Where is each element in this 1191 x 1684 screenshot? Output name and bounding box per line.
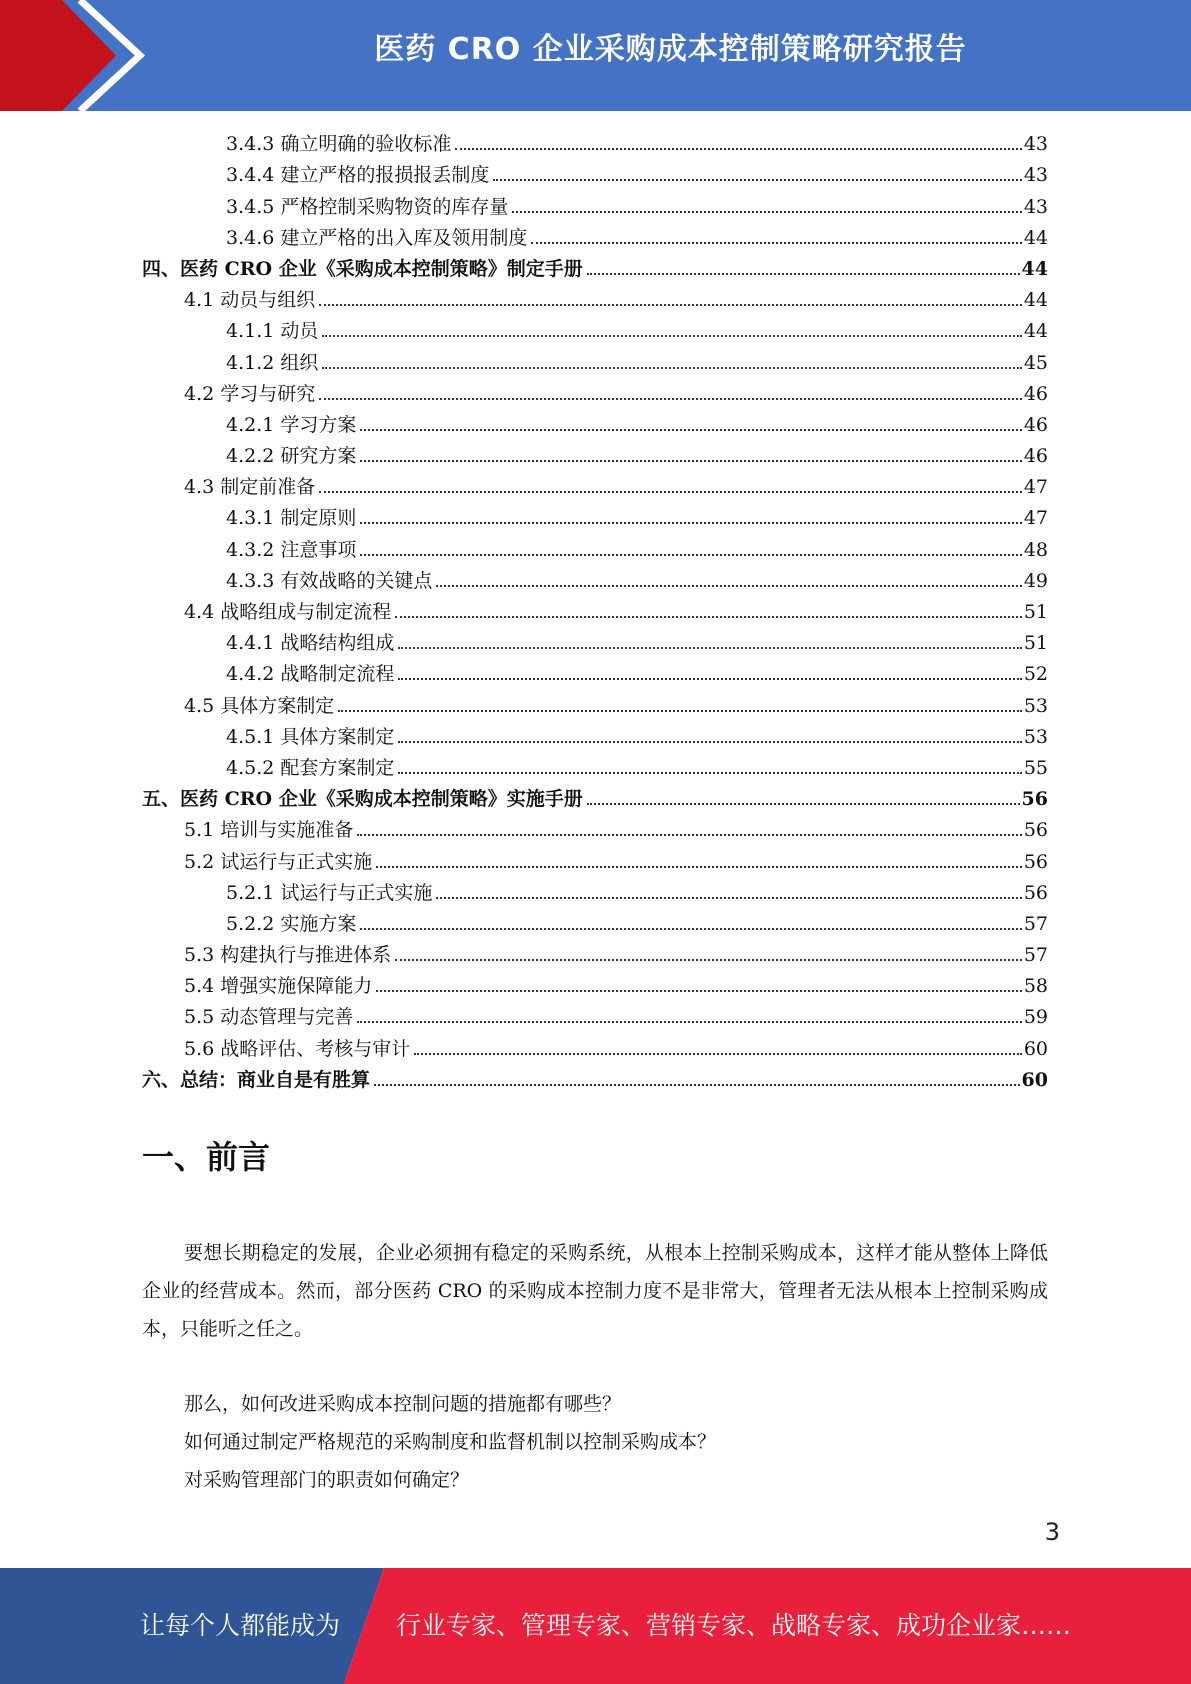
toc-entry[interactable] [142,908,1048,939]
toc-entry-label: 4.4.1 战略结构组成 [226,632,395,655]
toc-entry-page: 56 [1023,819,1048,842]
toc-entry-page: 60 [1023,1037,1048,1060]
toc-entry[interactable] [142,596,1048,627]
toc-dot-leader [322,335,1021,337]
toc-entry-page: 51 [1023,632,1048,655]
toc-dot-leader [322,367,1021,369]
toc-entry-label: 4.1 动员与组织 [184,289,316,312]
toc-entry-label: 5.5 动态管理与完善 [184,1006,354,1029]
question-line: 如何通过制定严格规范的采购制度和监督机制以控制采购成本？ [184,1431,717,1453]
toc-entry[interactable] [142,190,1048,221]
toc-entry-label: 六、总结：商业自是有胜算 [142,1068,371,1091]
toc-entry-page: 46 [1023,382,1048,405]
toc-entry-label: 5.6 战略评估、考核与审计 [184,1037,411,1060]
toc-entry-label: 4.3.2 注意事项 [226,538,357,561]
toc-dot-leader [376,990,1022,992]
toc-dot-leader [338,710,1022,712]
toc-entry-page: 55 [1023,756,1048,779]
header-arrow-decoration [0,0,160,111]
toc-dot-leader [319,304,1022,306]
page-footer [0,1568,1191,1684]
toc-dot-leader [360,554,1021,556]
toc-entry[interactable] [142,658,1048,689]
toc-entry[interactable] [142,970,1048,1001]
toc-entry-page: 60 [1021,1068,1048,1091]
toc-entry[interactable] [142,159,1048,190]
toc-entry-label: 4.2.2 研究方案 [226,445,357,468]
toc-dot-leader [395,616,1022,618]
toc-entry-label: 五、医药 CRO 企业《采购成本控制策略》实施手册 [142,788,583,811]
toc-entry-label: 4.4 战略组成与制定流程 [184,601,392,623]
toc-dot-leader [319,491,1022,493]
toc-entry-label: 4.5.1 具体方案制定 [226,725,395,748]
toc-dot-leader [398,647,1021,649]
toc-entry[interactable] [142,783,1048,814]
toc-entry-page: 45 [1023,351,1048,374]
toc-entry[interactable] [142,502,1048,533]
toc-entry[interactable] [142,1032,1048,1063]
toc-dot-leader [374,1084,1020,1086]
toc-entry-label: 4.3.3 有效战略的关键点 [226,569,433,592]
page-header [0,0,1191,111]
toc-entry-page: 47 [1023,476,1048,499]
toc-entry[interactable] [142,440,1048,471]
table-of-contents [142,128,1048,1095]
toc-entry[interactable] [142,1001,1048,1032]
toc-entry-page: 47 [1023,507,1048,530]
toc-entry-page: 59 [1023,1006,1048,1029]
toc-entry-page: 44 [1023,320,1048,343]
toc-dot-leader [493,179,1021,181]
toc-dot-leader [414,1053,1022,1055]
toc-entry[interactable] [142,814,1048,845]
toc-entry-page: 53 [1023,725,1048,748]
toc-entry[interactable] [142,721,1048,752]
toc-dot-leader [376,866,1022,868]
report-title: 医药 CRO 企业采购成本控制策略研究报告 [374,32,967,67]
toc-entry-label: 5.2 试运行与正式实施 [184,850,373,873]
toc-entry[interactable] [142,222,1048,253]
toc-dot-leader [587,803,1020,805]
toc-entry-page: 43 [1023,133,1048,156]
question-line: 那么，如何改进采购成本控制问题的措施都有哪些？ [184,1393,622,1415]
toc-entry-page: 46 [1023,445,1048,468]
question-line: 对采购管理部门的职责如何确定？ [184,1469,470,1491]
toc-entry-label: 4.5.2 配套方案制定 [226,756,395,779]
toc-entry[interactable] [142,877,1048,908]
toc-entry-page: 43 [1023,195,1048,218]
toc-entry-page: 44 [1023,289,1048,312]
toc-dot-leader [395,959,1022,961]
toc-entry-label: 四、医药 CRO 企业《采购成本控制策略》制定手册 [142,257,583,280]
toc-entry-label: 4.4.2 战略制定流程 [226,663,395,686]
toc-entry-page: 44 [1021,257,1048,280]
toc-entry-page: 56 [1023,881,1048,904]
toc-dot-leader [436,897,1021,899]
toc-dot-leader [398,678,1021,680]
toc-entry[interactable] [142,471,1048,502]
toc-dot-leader [587,273,1020,275]
toc-dot-leader [398,772,1021,774]
toc-entry-page: 52 [1023,663,1048,686]
toc-entry-label: 4.2 学习与研究 [184,382,316,405]
toc-entry[interactable] [142,533,1048,564]
toc-entry-page: 57 [1023,944,1048,967]
toc-dot-leader [319,398,1022,400]
toc-dot-leader [512,211,1021,213]
toc-entry-label: 5.4 增强实施保障能力 [184,975,373,998]
toc-entry-page: 43 [1023,164,1048,187]
toc-entry[interactable] [142,845,1048,876]
toc-entry-label: 4.3 制定前准备 [184,476,316,499]
toc-entry[interactable] [142,409,1048,440]
toc-entry-label: 4.1.2 组织 [226,351,319,374]
toc-entry[interactable] [142,939,1048,970]
toc-entry[interactable] [142,752,1048,783]
toc-dot-leader [360,460,1021,462]
toc-entry-label: 5.1 培训与实施准备 [184,819,354,842]
toc-entry-page: 44 [1023,226,1048,249]
toc-entry-label: 5.3 构建执行与推进体系 [184,944,392,967]
toc-dot-leader [360,522,1021,524]
toc-entry-label: 3.4.3 确立明确的验收标准 [226,133,452,156]
toc-entry-label: 5.2.2 实施方案 [226,912,357,935]
toc-entry-label: 4.5 具体方案制定 [184,694,335,717]
toc-dot-leader [360,429,1021,431]
toc-entry[interactable] [142,284,1048,315]
toc-entry-page: 56 [1021,788,1048,811]
section-heading: 一、前言 [142,1138,271,1176]
toc-entry-page: 51 [1023,601,1048,623]
question-list [184,1385,716,1499]
toc-entry-label: 4.2.1 学习方案 [226,413,357,436]
footer-slogan-right: 行业专家、管理专家、营销专家、战略专家、成功企业家…… [396,1611,1072,1640]
toc-entry-label: 3.4.4 建立严格的报损报丢制度 [226,164,490,187]
toc-dot-leader [357,834,1022,836]
toc-entry[interactable] [142,128,1048,159]
toc-dot-leader [357,1021,1022,1023]
toc-entry[interactable] [142,346,1048,377]
toc-entry-page: 53 [1023,694,1048,717]
footer-slogan-left: 让每个人都能成为 [140,1611,341,1640]
toc-entry[interactable] [142,315,1048,346]
toc-dot-leader [436,585,1021,587]
toc-entry-page: 57 [1023,912,1048,935]
toc-entry-label: 4.3.1 制定原则 [226,507,357,530]
toc-entry-label: 3.4.6 建立严格的出入库及领用制度 [226,226,528,249]
toc-entry-label: 4.1.1 动员 [226,320,319,343]
toc-entry-page: 46 [1023,413,1048,436]
toc-entry-page: 58 [1023,975,1048,998]
toc-dot-leader [398,741,1021,743]
toc-entry-page: 56 [1023,850,1048,873]
toc-dot-leader [531,242,1021,244]
toc-dot-leader [455,148,1021,150]
page-number: 3 [1044,1518,1060,1546]
toc-entry[interactable] [142,378,1048,409]
toc-entry[interactable] [142,565,1048,596]
toc-entry-page: 48 [1023,538,1048,561]
toc-entry-page: 49 [1023,569,1048,592]
toc-dot-leader [360,928,1021,930]
toc-entry-label: 3.4.5 严格控制采购物资的库存量 [226,195,509,218]
toc-entry[interactable] [142,689,1048,720]
toc-entry[interactable] [142,253,1048,284]
toc-entry[interactable] [142,627,1048,658]
toc-entry-label: 5.2.1 试运行与正式实施 [226,881,433,904]
toc-entry[interactable] [142,1064,1048,1095]
intro-paragraph: 要想长期稳定的发展，企业必须拥有稳定的采购系统，从根本上控制采购成本，这样才能从整体上降低企业的经营成本。然而，部分医药 CRO 的采购成本控制力度不是非常大，管理者无法从根本上控制采购成本，只能听之任之。 [142,1242,1048,1340]
